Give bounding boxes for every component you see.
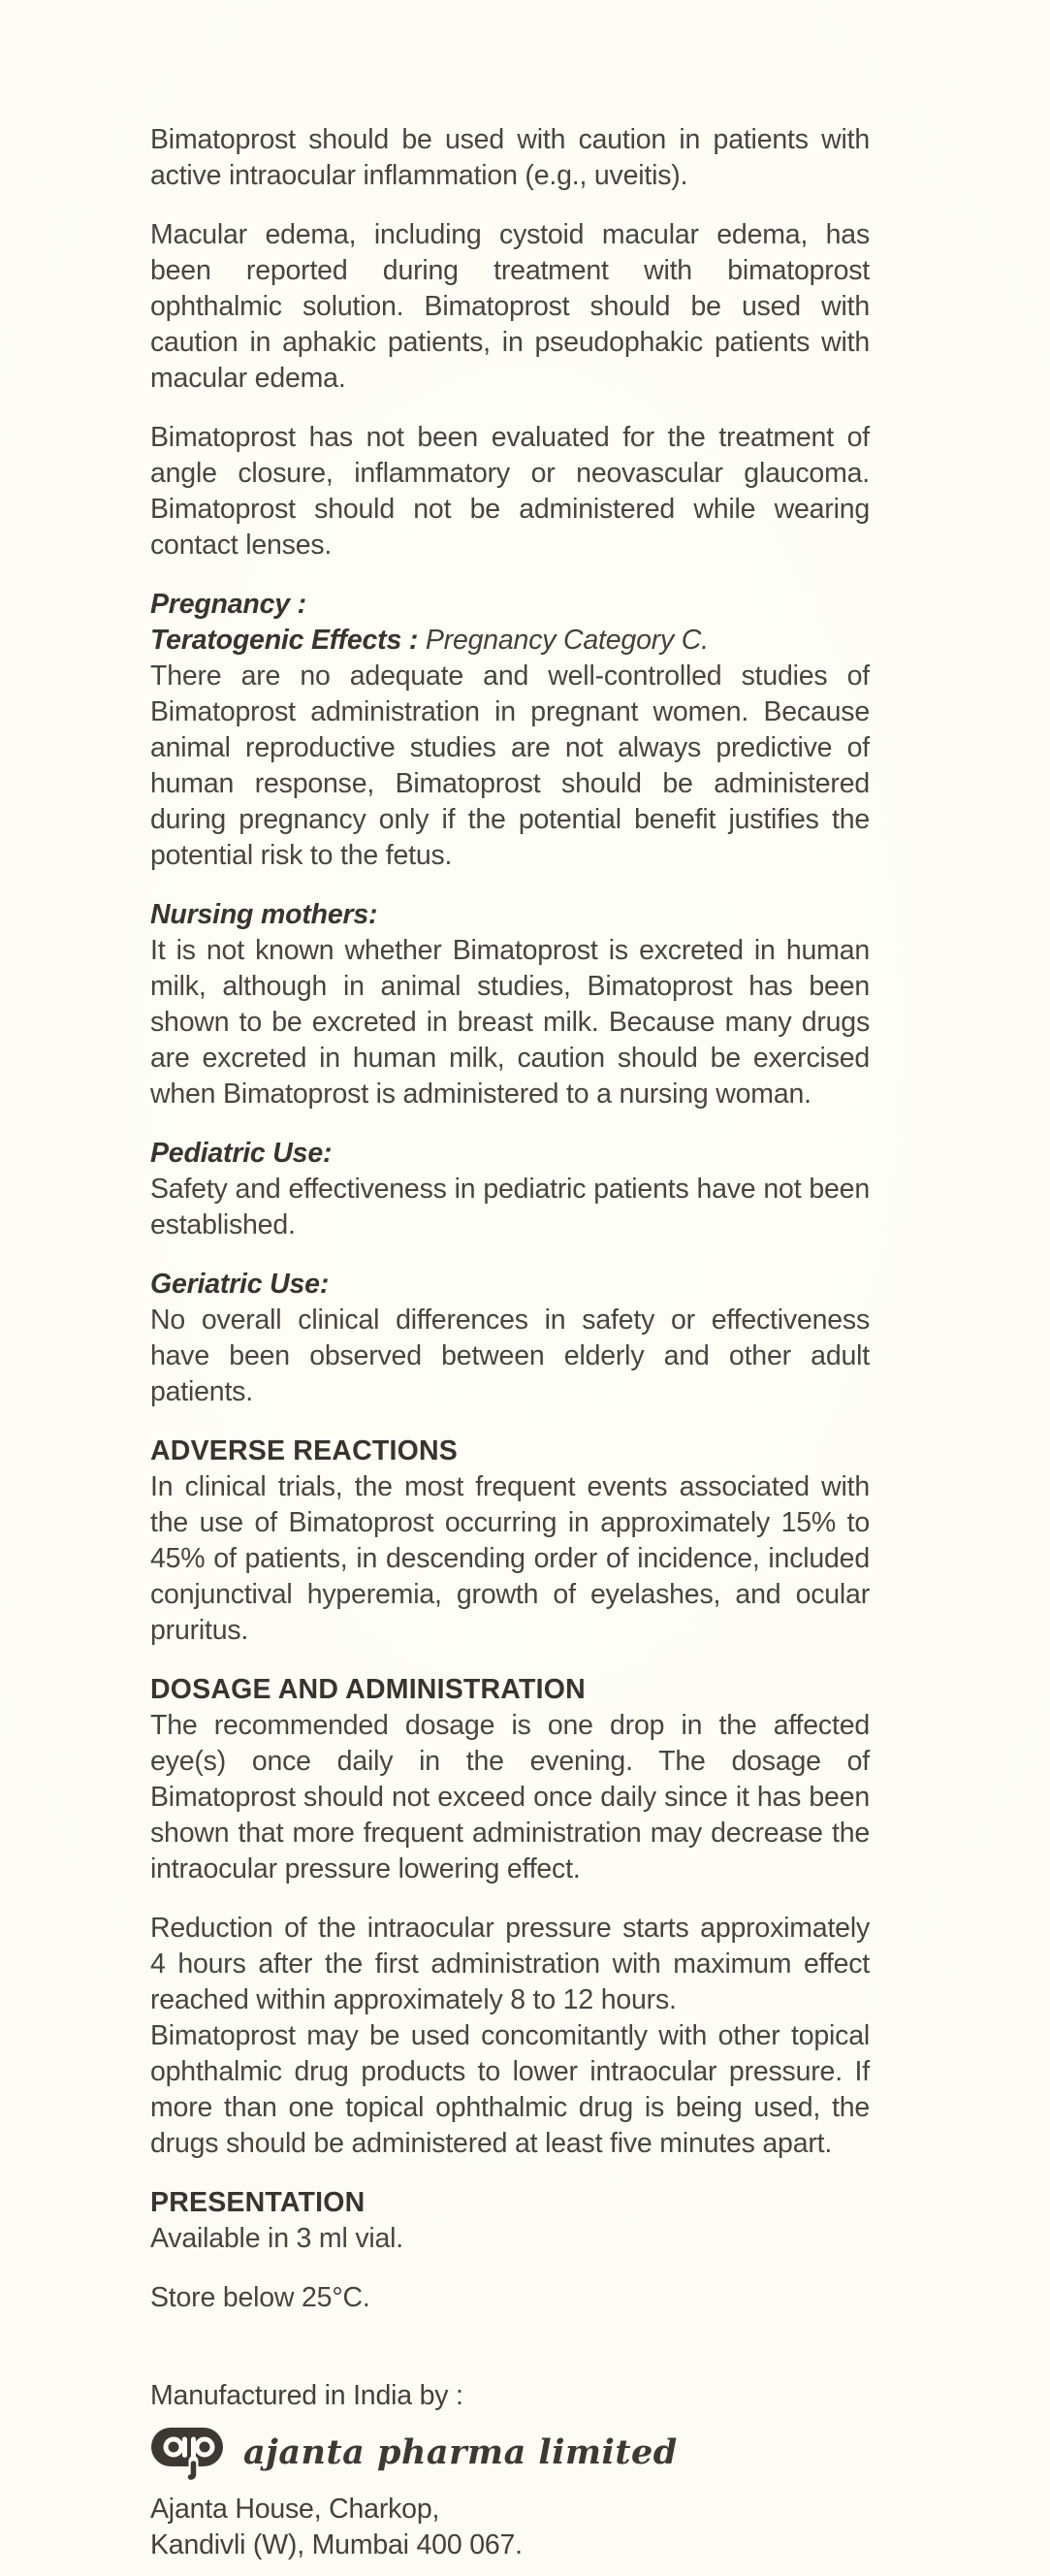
text-column [150,122,870,2563]
presentation-heading: PRESENTATION [150,2187,366,2218]
pregnancy-category-text: Pregnancy Category C. [418,625,709,656]
warnings-paragraph-1: Bimatoprost should be used with caution in patients with active intraocular inflammation (e.g., uveitis). [150,124,870,191]
adverse-reactions-section [150,1433,870,1649]
ajanta-pharma-logo-icon [150,2422,228,2482]
pregnancy-body: There are no adequate and well-controlled studies of Bimatoprost administration in pregnant women. Because animal reproductive studies are not always predictive of human response, Bimatoprost should be administered during pregnancy only if the potential benefit justifies the potential risk to the fetus. [150,660,870,871]
geriatric-use-heading: Geriatric Use: [150,1269,330,1300]
pediatric-use-heading: Pediatric Use: [150,1138,333,1169]
adverse-reactions-heading: ADVERSE REACTIONS [150,1435,458,1466]
presentation-body: Available in 3 ml vial. [150,2223,404,2254]
nursing-mothers-heading: Nursing mothers: [150,899,378,930]
pediatric-use-body: Safety and effectiveness in pediatric patients have not been established. [150,1174,870,1240]
pregnancy-section [150,587,870,874]
address-line-1: Ajanta House, Charkop, [150,2494,440,2525]
nursing-mothers-body: It is not known whether Bimatoprost is excreted in human milk, although in animal studies, Bimatoprost has been shown to be excreted in breast milk. Because many drugs are excreted in human milk, caution should be exercised when Bimatoprost is administered to a nursing woman. [150,935,870,1110]
geriatric-use-section [150,1267,870,1410]
geriatric-use-body: No overall clinical differences in safety or effectiveness have been observed between elderly and other adult patients. [150,1304,870,1407]
address-line-2: Kandivli (W), Mumbai 400 067. [150,2529,523,2560]
dosage-body-1: The recommended dosage is one drop in the affected eye(s) once daily in the evening. The dosage of Bimatoprost should not exceed once daily since it has been shown that more frequent administration may decrease the intraocular pressure lowering effect. [150,1710,870,1884]
warnings-paragraph-2: Macular edema, including cystoid macular edema, has been reported during treatment with bimatoprost ophthalmic solution. Bimatoprost should be used with caution in aphakic patients, in pseudophakic patients with macular edema. [150,219,870,394]
presentation-section [150,2185,870,2316]
teratogenic-effects-label: Teratogenic Effects : [150,625,419,656]
manufacturer-logo-row [150,2422,870,2482]
adverse-reactions-body: In clinical trials, the most frequent events associated with the use of Bimatoprost occurring in approximately 15% to 45% of patients, in descending order of incidence, included conjunctival hyperemia, growth of eyelashes, and ocular pruritus. [150,1471,870,1646]
teratogenic-subheading-line [150,623,870,659]
nursing-mothers-section [150,897,870,1112]
ajanta-pharma-name: ajanta pharma limited [243,2431,678,2472]
warnings-paragraph-3: Bimatoprost has not been evaluated for the treatment of angle closure, inflammatory or neovascular glaucoma. Bimatoprost should not be administered while wearing contact lenses. [150,422,870,561]
dosage-body-2b: Bimatoprost may be used concomitantly with other topical ophthalmic drug products to lower intraocular pressure. If more than one topical ophthalmic drug is being used, the drugs should be administered at least five minutes apart. [150,2020,870,2159]
storage-note: Store below 25°C. [150,2282,370,2313]
dosage-body-2a: Reduction of the intraocular pressure starts approximately 4 hours after the first administration with maximum effect reached within approximately 8 to 12 hours. [150,1913,870,2015]
dosage-administration-section [150,1672,870,2162]
manufacturer-section [150,2378,870,2563]
dosage-heading: DOSAGE AND ADMINISTRATION [150,1674,586,1705]
manufactured-by-label: Manufactured in India by : [150,2380,463,2411]
pregnancy-heading: Pregnancy : [150,589,306,620]
manufacturer-address [150,2492,870,2563]
pediatric-use-section [150,1136,870,1243]
